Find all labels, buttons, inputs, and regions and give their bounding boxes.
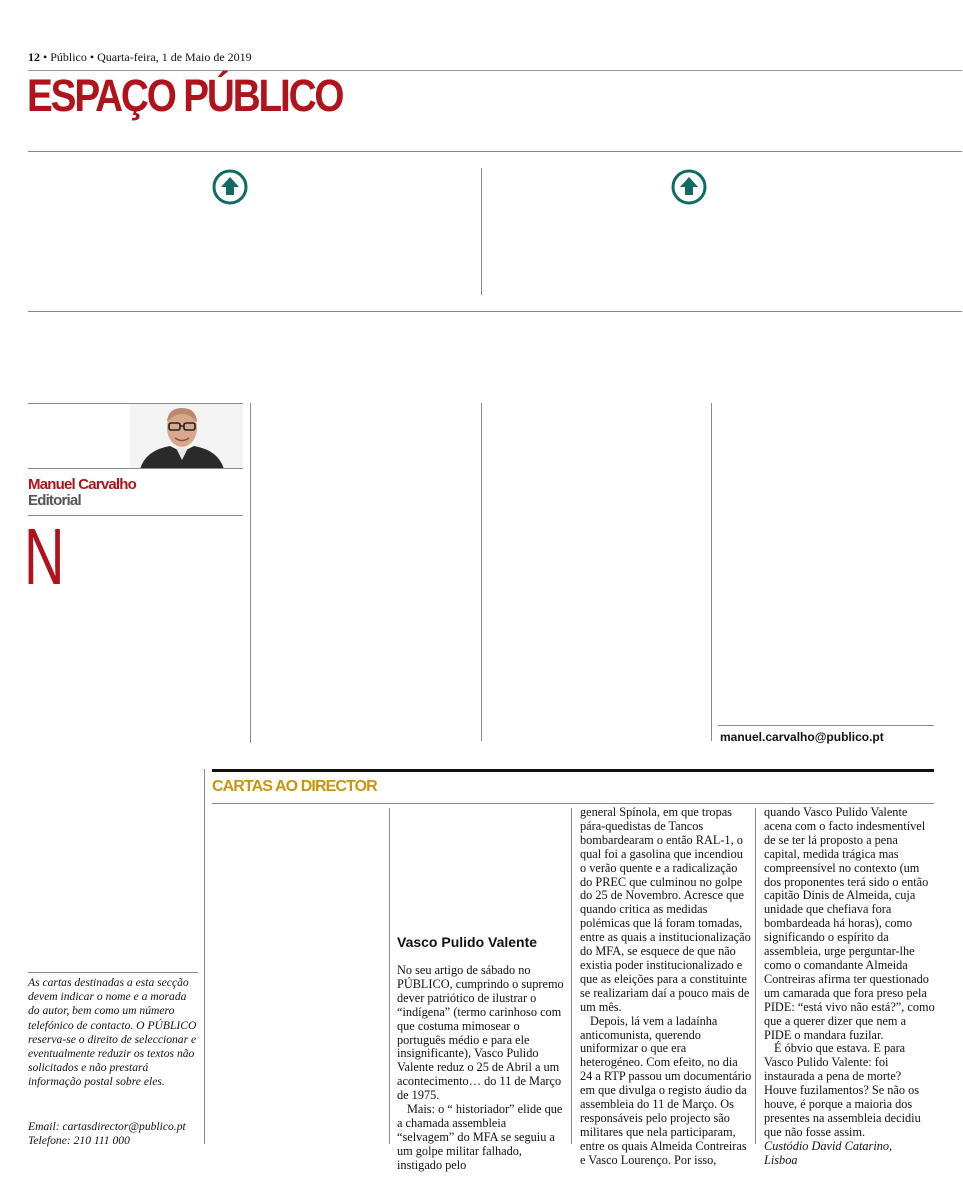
column-divider [571, 808, 572, 1144]
signature-place: Lisboa [764, 1152, 798, 1167]
paragraph: general Spínola, em que tropas pára-quedistas de Tancos bombardearam o então RAL-1, o qual foi a gasolina que incendiou o verão quente e a radicalização do PREC que culminou no golpe do 25 de Novembro. Acresce que quando critica as medidas polémicas que lá foram tomadas, entre as quais a institucionalização do MFA, se esquece de que não existia poder institucionalizado e que as eleições para a constituinte se realizariam daí a pouco mais de um mês. [580, 805, 751, 1014]
contact-phone: Telefone: 210 111 000 [28, 1134, 130, 1148]
letter-column-1 [397, 964, 565, 1173]
contact-email[interactable]: Email: cartasdirector@publico.pt [28, 1120, 186, 1133]
letters-contact [28, 1120, 200, 1148]
paragraph: No seu artigo de sábado no PÚBLICO, cumprindo o supremo dever patriótico de ilustrar o “indígena” (termo carinhoso com que costuma mimosear o português médio e para ele insignificante), Vasco Pulido Valente reduz o 25 de Abril a um acontecimento… do 11 de Março de 1975. [397, 963, 564, 1103]
rule [212, 803, 934, 804]
letter-title: Vasco Pulido Valente [397, 934, 538, 950]
drop-cap: N [24, 512, 65, 601]
section-rule-heavy [212, 769, 934, 772]
folio-text: • Público • Quarta-feira, 1 de Maio de 2019 [43, 50, 252, 64]
article-label: Editorial [28, 492, 81, 509]
page-number: 12 [28, 50, 40, 64]
author-photo [130, 404, 243, 469]
column-divider [204, 769, 205, 1144]
column-divider [389, 808, 390, 1144]
author-email[interactable]: manuel.carvalho@publico.pt [720, 730, 884, 744]
rule [28, 311, 962, 312]
section-title: ESPAÇO PÚBLICO [27, 70, 343, 121]
author-name: Manuel Carvalho [28, 476, 137, 493]
column-divider [755, 808, 756, 1144]
letter-column-2 [580, 806, 752, 1168]
up-arrow-circle-icon[interactable] [671, 169, 703, 201]
paragraph: É óbvio que estava. E para Vasco Pulido Valente: foi instaurada a pena de morte? Houve fuzilamentos? Se não os houve, é porque a maioria dos presentes na assembleia decidiu que não fosse assim. [764, 1041, 921, 1139]
rule [718, 725, 934, 726]
section-rule [28, 151, 962, 152]
up-arrow-circle-icon[interactable] [212, 169, 244, 201]
signature-name: Custódio David Catarino, [764, 1138, 893, 1153]
column-divider [711, 403, 712, 741]
column-divider [481, 403, 482, 741]
paragraph: quando Vasco Pulido Valente acena com o facto indesmentível de se ter lá proposto a pena capital, medida trágica mas compreensível no contexto (um dos proponentes terá sido o então capitão Dinis de Almeida, cuja unidade que chefiava fora bombardeada há horas), como significando o espírito da assembleia, urge perguntar-lhe como o comandante Almeida Contreiras afirma ter questionado um camarada que fora preso pela PIDE: “está vivo não está?”, como que a querer dizer que nem a PIDE o mandara fuzilar. [764, 805, 935, 1042]
column-divider [250, 403, 251, 743]
rule [28, 972, 198, 973]
paragraph: Mais: o “ historiador” elide que a chamada assembleia “selvagem” do MFA se seguiu a um golpe militar falhado, instigado pelo [397, 1102, 563, 1172]
column-divider [481, 168, 482, 295]
letters-section-title: CARTAS AO DIRECTOR [212, 778, 377, 795]
paragraph: Depois, lá vem a ladaínha anticomunista, querendo uniformizar o que era heterogéneo. Com efeito, no dia 24 a RTP passou um documentário em que divulga o registo áudio da assembleia do 11 de Março. Os responsáveis pelo projecto são militares que nela participaram, entre os quais Almeida Contreiras e Vasco Lourenço. Por isso, [580, 1013, 752, 1167]
rule [28, 468, 243, 469]
folio-line [28, 50, 252, 65]
letters-info: As cartas destinadas a esta secção devem indicar o nome e a morada do autor, bem como um número telefónico de contacto. O PÚBLICO reserva-se o direito de seleccionar e eventualmente reduzir os textos não solicitados e não prestará informação postal sobre eles. [28, 976, 197, 1089]
letter-column-3 [764, 806, 936, 1168]
